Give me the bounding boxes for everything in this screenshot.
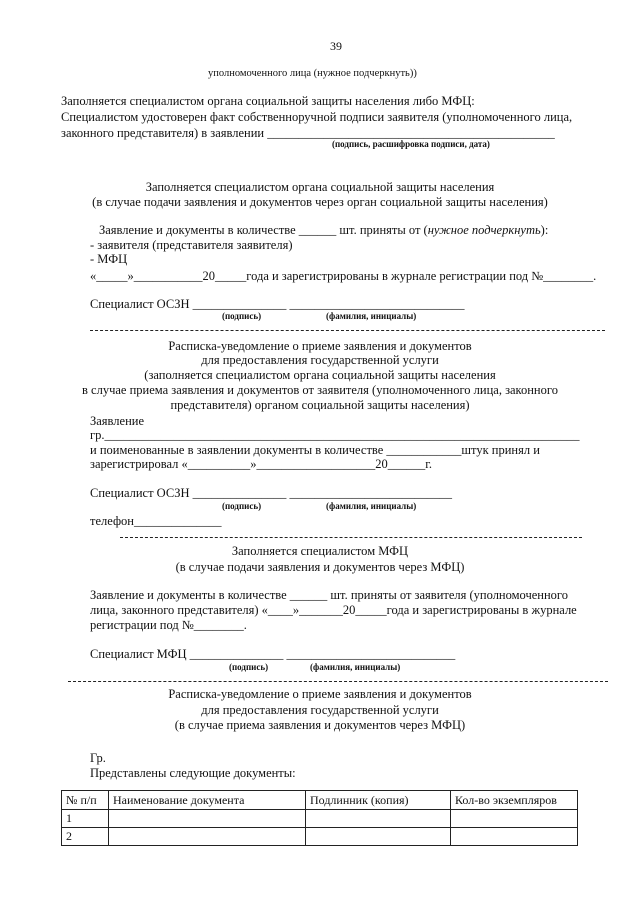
sec2-date-line: «_____»___________20_____года и зарегистрированы в журнале регистрации под №________. [90, 269, 597, 283]
sec3-caption-sign: (подпись) [222, 501, 262, 511]
sec5-title3: (в случае приема заявления и документов через МФЦ) [174, 718, 466, 732]
sec1-line2: Специалистом удостоверен факт собственноручной подписи заявителя (уполномоченного лица, [61, 110, 573, 124]
row-document-name [109, 810, 306, 828]
sec2-option-applicant: - заявителя (представителя заявителя) [90, 238, 293, 252]
sec3-line4: зарегистрировал «__________»___________________20______г. [90, 457, 433, 471]
table-row [62, 828, 578, 846]
sec2-line1-a: Заявление и документы в количестве ______ шт. приняты от ( [99, 223, 428, 237]
table-header-row [62, 791, 578, 810]
documents-table [61, 790, 578, 846]
sec2-subtitle: (в случае подачи заявления и документов через орган социальной защиты населения) [92, 195, 548, 209]
top-note: уполномоченного лица (нужное подчеркнуть)) [208, 68, 417, 79]
sec2-line1 [99, 224, 548, 237]
sec5-gr: Гр. [90, 751, 106, 765]
sec3-title3: (заполняется специалистом органа социальной защиты населения [144, 368, 496, 382]
sec5-title2: для предоставления государственной услуги [201, 703, 439, 717]
sec4-line3: регистрации под №________. [90, 618, 247, 632]
sec2-title: Заполняется специалистом органа социальной защиты населения [145, 180, 495, 194]
sec1-caption: (подпись, расшифровка подписи, дата) [332, 139, 490, 149]
sec1-line1: Заполняется специалистом органа социальной защиты населения либо МФЦ: [61, 94, 475, 108]
sec3-title4: в случае приема заявления и документов от заявителя (уполномоченного лица, законного [82, 383, 558, 397]
sec4-line1: Заявление и документы в количестве ______ шт. приняты от заявителя (уполномоченного [90, 588, 569, 602]
header-number: № п/п [62, 791, 109, 810]
sec4-caption-sign: (подпись) [229, 662, 269, 672]
sec4-subtitle: (в случае подачи заявления и документов через МФЦ) [175, 560, 465, 574]
sec2-line1-b: ): [540, 223, 549, 237]
sec3-line1: Заявление [90, 414, 145, 428]
sec2-specialist: Специалист ОСЗН _______________ ____________________________ [90, 297, 465, 311]
header-document-name: Наименование документа [109, 791, 306, 810]
row-copies-count [451, 810, 578, 828]
row-original-copy [306, 828, 451, 846]
sec5-title1: Расписка-уведомление о приеме заявления и документов [168, 687, 472, 701]
sec4-title: Заполняется специалистом МФЦ [231, 544, 409, 558]
row-number: 2 [62, 828, 109, 846]
sec2-caption-sign: (подпись) [222, 311, 262, 321]
sec2-line1-emphasis: нужное подчеркнуть [427, 223, 541, 237]
separator-1 [90, 330, 605, 331]
header-original-copy: Подлинник (копия) [306, 791, 451, 810]
sec5-docs-label: Представлены следующие документы: [90, 766, 296, 780]
sec3-title2: для предоставления государственной услуги [201, 353, 439, 367]
sec3-line3: и поименованные в заявлении документы в количестве ____________штук принял и [90, 443, 540, 457]
separator-3 [68, 681, 608, 682]
sec2-caption-name: (фамилия, инициалы) [326, 311, 417, 321]
sec3-title1: Расписка-уведомление о приеме заявления и документов [168, 339, 472, 353]
sec3-title5: представителя) органом социальной защиты населения) [170, 398, 470, 412]
row-number: 1 [62, 810, 109, 828]
sec3-caption-name: (фамилия, инициалы) [326, 501, 417, 511]
sec4-line2: лица, законного представителя) «____»_______20_____года и зарегистрированы в журнале [90, 603, 577, 617]
row-document-name [109, 828, 306, 846]
sec3-phone: телефон______________ [90, 514, 222, 528]
table-row [62, 810, 578, 828]
sec2-option-mfc: - МФЦ [90, 252, 128, 266]
header-copies-count: Кол-во экземпляров [451, 791, 578, 810]
separator-2 [120, 537, 582, 538]
sec4-caption-name: (фамилия, инициалы) [310, 662, 401, 672]
sec1-line3: законного представителя) в заявлении ______________________________________________ [61, 126, 555, 140]
sec4-specialist: Специалист МФЦ _______________ ___________________________ [90, 647, 456, 661]
row-copies-count [451, 828, 578, 846]
sec3-specialist: Специалист ОСЗН _______________ __________________________ [90, 486, 452, 500]
page-number: 39 [330, 39, 342, 53]
row-original-copy [306, 810, 451, 828]
sec3-line2: гр.____________________________________________________________________________ [90, 428, 580, 442]
